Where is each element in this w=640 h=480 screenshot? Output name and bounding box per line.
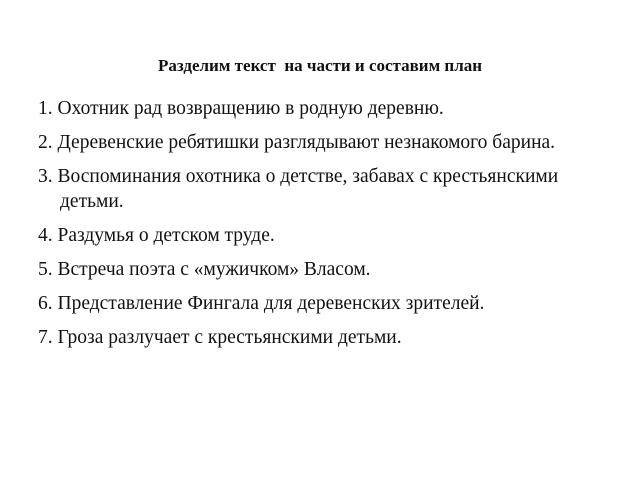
plan-item: 1. Охотник рад возвращению в родную деревню.: [38, 98, 444, 119]
plan-item: 3. Воспоминания охотника о детстве, забавах с крестьянскими детьми.: [38, 166, 559, 212]
plan-item: 2. Деревенские ребятишки разглядывают незнакомого барина.: [38, 132, 556, 153]
plan-list: [38, 96, 618, 359]
plan-item: 6. Представление Фингала для деревенских зрителей.: [38, 293, 485, 314]
plan-item: 4. Раздумья о детском труде.: [38, 225, 275, 246]
plan-item: 7. Гроза разлучает с крестьянскими детьми.: [38, 327, 402, 348]
plan-item: 5. Встреча поэта с «мужичком» Власом.: [38, 259, 371, 280]
slide-title: Разделим текст на части и составим план: [157, 56, 483, 75]
